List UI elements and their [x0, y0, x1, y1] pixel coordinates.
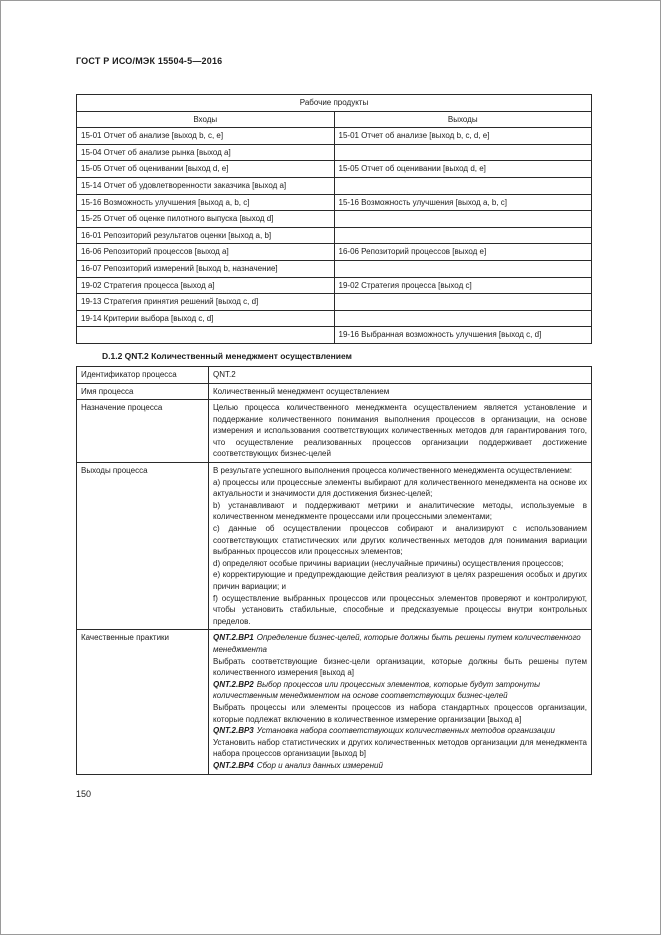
table-row	[77, 211, 592, 228]
output-cell: 15-01 Отчет об анализе [выход b, c, d, e]	[334, 128, 592, 145]
practice-title: Выбор процессов или процессных элементов, которые будут затронуты количественным менеджментом на основе соответствующих бизнес-целей	[213, 679, 540, 701]
practice-title: Сбор и анализ данных измерений	[256, 760, 383, 770]
practice-item	[213, 679, 587, 702]
input-cell: 15-04 Отчет об анализе рынка [выход a]	[77, 144, 335, 161]
output-item: f) осуществление выбранных процессов или процессных элементов проверяют и контролируют, чтобы установить стабильные, способные и предсказуемые процессы внутри контрольных пределов.	[213, 593, 587, 626]
row-label: Имя процесса	[77, 383, 209, 400]
table-row	[77, 244, 592, 261]
page-content	[76, 56, 592, 799]
table-row	[77, 463, 592, 630]
table-row	[77, 161, 592, 178]
practice-code: QNT.2.BP4	[213, 760, 254, 770]
column-header-outputs: Выходы	[334, 111, 592, 128]
practice-code: QNT.2.BP1	[213, 633, 254, 643]
output-cell: 19-02 Стратегия процесса [выход c]	[334, 277, 592, 294]
input-cell: 16-07 Репозиторий измерений [выход b, назначение]	[77, 260, 335, 277]
practice-body: Установить набор статистических и других количественных методов организации для менеджмента набора процессов организации [выход b]	[213, 737, 587, 759]
input-cell: 19-13 Стратегия принятия решений [выход c, d]	[77, 294, 335, 311]
table-row	[77, 383, 592, 400]
practice-body: Выбрать соответствующие бизнес-цели организации, которые должны быть решены путем количественного измерения [выход a]	[213, 656, 587, 678]
output-item: e) корректирующие и предупреждающие действия реализуют в целях разрешения особых и других причин вариации; и	[213, 570, 587, 591]
input-cell: 15-16 Возможность улучшения [выход a, b, c]	[77, 194, 335, 211]
output-cell	[334, 144, 592, 161]
outputs-intro: В результате успешного выполнения процесса количественного менеджмента осуществлением:	[213, 466, 572, 476]
input-cell: 19-14 Критерии выбора [выход c, d]	[77, 310, 335, 327]
practice-body: Выбрать процессы или элементы процессов из набора стандартных процессов организации, которые подлежат включению в количественное измерение организации [выход a]	[213, 702, 587, 724]
table-title-row	[77, 95, 592, 112]
output-item: c) данные об осуществлении процессов собирают и анализируют с использованием соответствующих статистических или других количественных методов для понимания вариации выбранных процессов или процессных элементов;	[213, 524, 587, 557]
output-cell: 15-05 Отчет об оценивании [выход d, e]	[334, 161, 592, 178]
page-number: 150	[76, 788, 92, 799]
output-cell	[334, 260, 592, 277]
input-cell: 16-06 Репозиторий процессов [выход a]	[77, 244, 335, 261]
column-header-inputs: Входы	[77, 111, 335, 128]
table-row	[77, 366, 592, 383]
work-products-title: Рабочие продукты	[77, 95, 592, 112]
input-cell	[77, 327, 335, 344]
table-row	[77, 310, 592, 327]
table-row	[77, 400, 592, 463]
table-row	[77, 277, 592, 294]
output-cell	[334, 310, 592, 327]
row-label: Назначение процесса	[77, 400, 209, 463]
table-row	[77, 260, 592, 277]
input-cell: 15-01 Отчет об анализе [выход b, c, e]	[77, 128, 335, 145]
work-products-table	[76, 94, 592, 344]
practice-item	[213, 760, 587, 772]
output-cell	[334, 227, 592, 244]
input-cell: 19-02 Стратегия процесса [выход a]	[77, 277, 335, 294]
output-item: b) устанавливают и поддерживают метрики и аналитические методы, используемые в количественном менеджменте процессами или процессными элементами;	[213, 500, 587, 522]
output-cell	[334, 294, 592, 311]
output-item: d) определяют особые причины вариации (неслучайные причины) осуществления процессов;	[213, 558, 564, 568]
process-purpose-value	[209, 400, 592, 463]
practice-title: Определение бизнес-целей, которые должны быть решены путем количественного менеджмента	[213, 633, 581, 654]
practice-code: QNT.2.BP2	[213, 679, 254, 689]
running-header: ГОСТ Р ИСО/МЭК 15504-5—2016	[76, 56, 223, 66]
process-identifier-value: QNT.2	[209, 366, 592, 383]
input-cell: 15-25 Отчет об оценке пилотного выпуска [выход d]	[77, 211, 335, 228]
practice-code: QNT.2.BP3	[213, 726, 254, 736]
table-row	[77, 630, 592, 774]
output-cell: 16-06 Репозиторий процессов [выход e]	[334, 244, 592, 261]
output-cell: 15-16 Возможность улучшения [выход a, b, c]	[334, 194, 592, 211]
process-name-value: Количественный менеджмент осуществлением	[209, 383, 592, 400]
table-row	[77, 327, 592, 344]
table-header-row	[77, 111, 592, 128]
input-cell: 15-05 Отчет об оценивании [выход d, e]	[77, 161, 335, 178]
input-cell: 16-01 Репозиторий результатов оценки [выход a, b]	[77, 227, 335, 244]
section-heading: D.1.2 QNT.2 Количественный менеджмент осуществлением	[102, 350, 352, 361]
output-cell	[334, 211, 592, 228]
table-row	[77, 194, 592, 211]
purpose-paragraph: Целью процесса количественного менеджмента осуществлением является установление и поддержание количественного понимания выполнения процессов в организации, на основе измерения и использования соответствующих количественных методов для гарантирования того, что осуществление реализованных процессов организации поддерживает достижение соответствующих бизнес-целей	[213, 403, 587, 459]
process-practices-value	[209, 630, 592, 774]
process-table	[76, 366, 592, 775]
practice-item	[213, 632, 587, 655]
practice-item	[213, 725, 587, 737]
row-label: Идентификатор процесса	[77, 366, 209, 383]
practice-title: Установка набора соответствующих количественных методов организации	[256, 726, 555, 736]
row-label: Качественные практики	[77, 630, 209, 774]
output-cell	[334, 177, 592, 194]
output-cell: 19-16 Выбранная возможность улучшения [выход c, d]	[334, 327, 592, 344]
table-row	[77, 128, 592, 145]
process-outputs-value	[209, 463, 592, 630]
table-row	[77, 144, 592, 161]
table-row	[77, 227, 592, 244]
output-item: a) процессы или процессные элементы выбирают для количественного менеджмента на основе их актуальности и значимости для достижения бизнес-целей;	[213, 477, 587, 499]
input-cell: 15-14 Отчет об удовлетворенности заказчика [выход a]	[77, 177, 335, 194]
row-label: Выходы процесса	[77, 463, 209, 630]
table-row	[77, 177, 592, 194]
table-row	[77, 294, 592, 311]
